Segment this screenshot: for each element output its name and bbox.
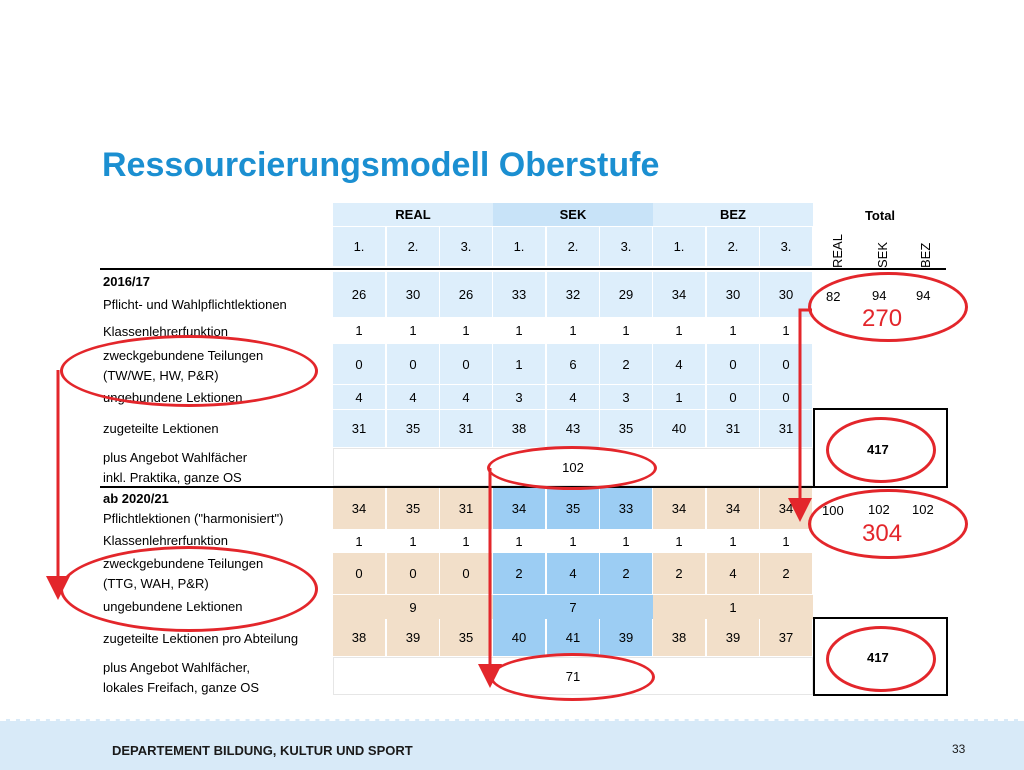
- row-label: Pflichtlektionen ("harmonisiert"): [103, 511, 284, 526]
- value-cell: 2: [600, 344, 653, 385]
- year-header-cell: 3.: [600, 227, 653, 267]
- page-number: 33: [952, 742, 966, 756]
- value-cell: 32: [547, 272, 600, 318]
- row-label: ungebundene Lektionen: [103, 390, 243, 405]
- row-label: (TW/WE, HW, P&R): [103, 368, 219, 383]
- row-label: Klassenlehrerfunktion: [103, 533, 229, 548]
- value-cell: 39: [600, 619, 653, 657]
- value-cell: 0: [707, 344, 760, 385]
- year-header-cell: 1.: [653, 227, 706, 267]
- year-header-cell: 3.: [760, 227, 813, 267]
- value-cell: 0: [707, 385, 760, 410]
- value-cell: 4: [547, 553, 600, 595]
- total-value: 102: [868, 502, 890, 517]
- value-cell: 1: [493, 344, 546, 385]
- annotation-circle: [487, 446, 657, 490]
- value-cell: 1: [333, 530, 386, 553]
- value-cell: 34: [707, 488, 760, 530]
- value-cell: 31: [440, 488, 493, 530]
- annotation-circle: [826, 417, 936, 483]
- group-header-bez: BEZ: [653, 203, 813, 226]
- value-cell: 35: [600, 410, 653, 448]
- value-cell: 0: [333, 553, 386, 595]
- extra-value-cell: 71: [333, 657, 813, 695]
- value-cell: 1: [707, 318, 760, 344]
- total-col-sek: SEK: [875, 241, 890, 268]
- row-label: Pflicht- und Wahlpflichtlektionen: [103, 297, 287, 312]
- row-label: inkl. Praktika, ganze OS: [103, 470, 242, 485]
- row-label: zweckgebundene Teilungen: [103, 348, 264, 363]
- row-label: Klassenlehrerfunktion: [103, 324, 229, 339]
- value-cell: 0: [387, 553, 440, 595]
- value-cell: 40: [653, 410, 706, 448]
- value-cell: 38: [493, 410, 546, 448]
- group-header-real: REAL: [333, 203, 493, 226]
- value-cell: 0: [760, 344, 813, 385]
- value-cell: 1: [653, 530, 706, 553]
- year-header-cell: 1.: [493, 227, 546, 267]
- value-cell: 43: [547, 410, 600, 448]
- row-label: ungebundene Lektionen: [103, 599, 243, 614]
- value-cell: 31: [760, 410, 813, 448]
- section2-year: ab 2020/21: [103, 491, 169, 506]
- merged-cell: 1: [653, 595, 813, 619]
- value-cell: 26: [333, 272, 386, 318]
- annotation-sum: 270: [862, 305, 903, 332]
- value-cell: 1: [547, 318, 600, 344]
- value-cell: 33: [493, 272, 546, 318]
- value-cell: 35: [387, 410, 440, 448]
- value-cell: 29: [600, 272, 653, 318]
- value-cell: 1: [547, 530, 600, 553]
- value-cell: 35: [387, 488, 440, 530]
- value-cell: 0: [333, 344, 386, 385]
- value-cell: 38: [653, 619, 706, 657]
- value-cell: 41: [547, 619, 600, 657]
- total-value: 82: [826, 289, 841, 304]
- value-cell: 30: [760, 272, 813, 318]
- total-col-real: REAL: [830, 234, 845, 268]
- value-cell: 3: [600, 385, 653, 410]
- total-value: 100: [822, 503, 844, 518]
- annotation-sum: 304: [862, 520, 903, 547]
- header-divider: [100, 268, 946, 270]
- value-cell: 1: [387, 318, 440, 344]
- year-header-cell: 2.: [707, 227, 760, 267]
- value-cell: 1: [600, 530, 653, 553]
- value-cell: 39: [707, 619, 760, 657]
- value-cell: 1: [387, 530, 440, 553]
- row-label: zugeteilte Lektionen pro Abteilung: [103, 631, 299, 646]
- value-cell: 0: [760, 385, 813, 410]
- annotation-circle: [490, 653, 655, 701]
- total-col-bez: BEZ: [918, 242, 933, 268]
- value-cell: 4: [440, 385, 493, 410]
- value-cell: 4: [333, 385, 386, 410]
- value-cell: 34: [760, 488, 813, 530]
- total-sum: 417: [867, 442, 889, 457]
- value-cell: 34: [653, 488, 706, 530]
- annotation-circle: [826, 626, 936, 692]
- value-cell: 1: [440, 530, 493, 553]
- year-header-cell: 2.: [387, 227, 440, 267]
- value-cell: 1: [600, 318, 653, 344]
- row-label: zugeteilte Lektionen: [103, 421, 219, 436]
- value-cell: 0: [440, 553, 493, 595]
- value-cell: 1: [333, 318, 386, 344]
- value-cell: 31: [707, 410, 760, 448]
- value-cell: 38: [333, 619, 386, 657]
- row-label: zweckgebundene Teilungen: [103, 556, 264, 571]
- value-cell: 1: [760, 530, 813, 553]
- row-label: plus Angebot Wahlfächer: [103, 450, 248, 465]
- page-title: Ressourcierungsmodell Oberstufe: [102, 146, 660, 184]
- footer-department: DEPARTEMENT BILDUNG, KULTUR UND SPORT: [112, 743, 413, 758]
- value-cell: 39: [387, 619, 440, 657]
- extra-value-cell: 102: [333, 448, 813, 486]
- row-label: lokales Freifach, ganze OS: [103, 680, 260, 695]
- section1-year: 2016/17: [103, 274, 150, 289]
- value-cell: 31: [440, 410, 493, 448]
- value-cell: 26: [440, 272, 493, 318]
- row-label: plus Angebot Wahlfächer,: [103, 660, 250, 675]
- value-cell: 2: [760, 553, 813, 595]
- value-cell: 1: [493, 530, 546, 553]
- value-cell: 4: [653, 344, 706, 385]
- value-cell: 30: [387, 272, 440, 318]
- value-cell: 1: [707, 530, 760, 553]
- value-cell: 2: [600, 553, 653, 595]
- group-header-sek: SEK: [493, 203, 653, 226]
- annotation-circle: [60, 546, 318, 632]
- value-cell: 4: [547, 385, 600, 410]
- value-cell: 35: [440, 619, 493, 657]
- year-header-cell: 1.: [333, 227, 386, 267]
- value-cell: 34: [333, 488, 386, 530]
- value-cell: 33: [600, 488, 653, 530]
- total-sum: 417: [867, 650, 889, 665]
- value-cell: 4: [387, 385, 440, 410]
- value-cell: 0: [387, 344, 440, 385]
- annotation-circle: [60, 335, 318, 407]
- value-cell: 1: [493, 318, 546, 344]
- value-cell: 1: [653, 385, 706, 410]
- value-cell: 37: [760, 619, 813, 657]
- merged-cell: 9: [333, 595, 493, 619]
- value-cell: 1: [760, 318, 813, 344]
- value-cell: 2: [493, 553, 546, 595]
- total-value: 94: [872, 288, 887, 303]
- value-cell: 34: [653, 272, 706, 318]
- value-cell: 2: [653, 553, 706, 595]
- value-cell: 35: [547, 488, 600, 530]
- value-cell: 31: [333, 410, 386, 448]
- value-cell: 4: [707, 553, 760, 595]
- value-cell: 0: [440, 344, 493, 385]
- value-cell: 1: [653, 318, 706, 344]
- total-header: Total: [864, 207, 896, 223]
- merged-cell: 7: [493, 595, 653, 619]
- value-cell: 30: [707, 272, 760, 318]
- value-cell: 34: [493, 488, 546, 530]
- value-cell: 6: [547, 344, 600, 385]
- row-label: (TTG, WAH, P&R): [103, 576, 209, 591]
- value-cell: 40: [493, 619, 546, 657]
- total-value: 94: [916, 288, 931, 303]
- total-value: 102: [912, 502, 934, 517]
- year-header-cell: 2.: [547, 227, 600, 267]
- value-cell: 3: [493, 385, 546, 410]
- value-cell: 1: [440, 318, 493, 344]
- year-header-cell: 3.: [440, 227, 493, 267]
